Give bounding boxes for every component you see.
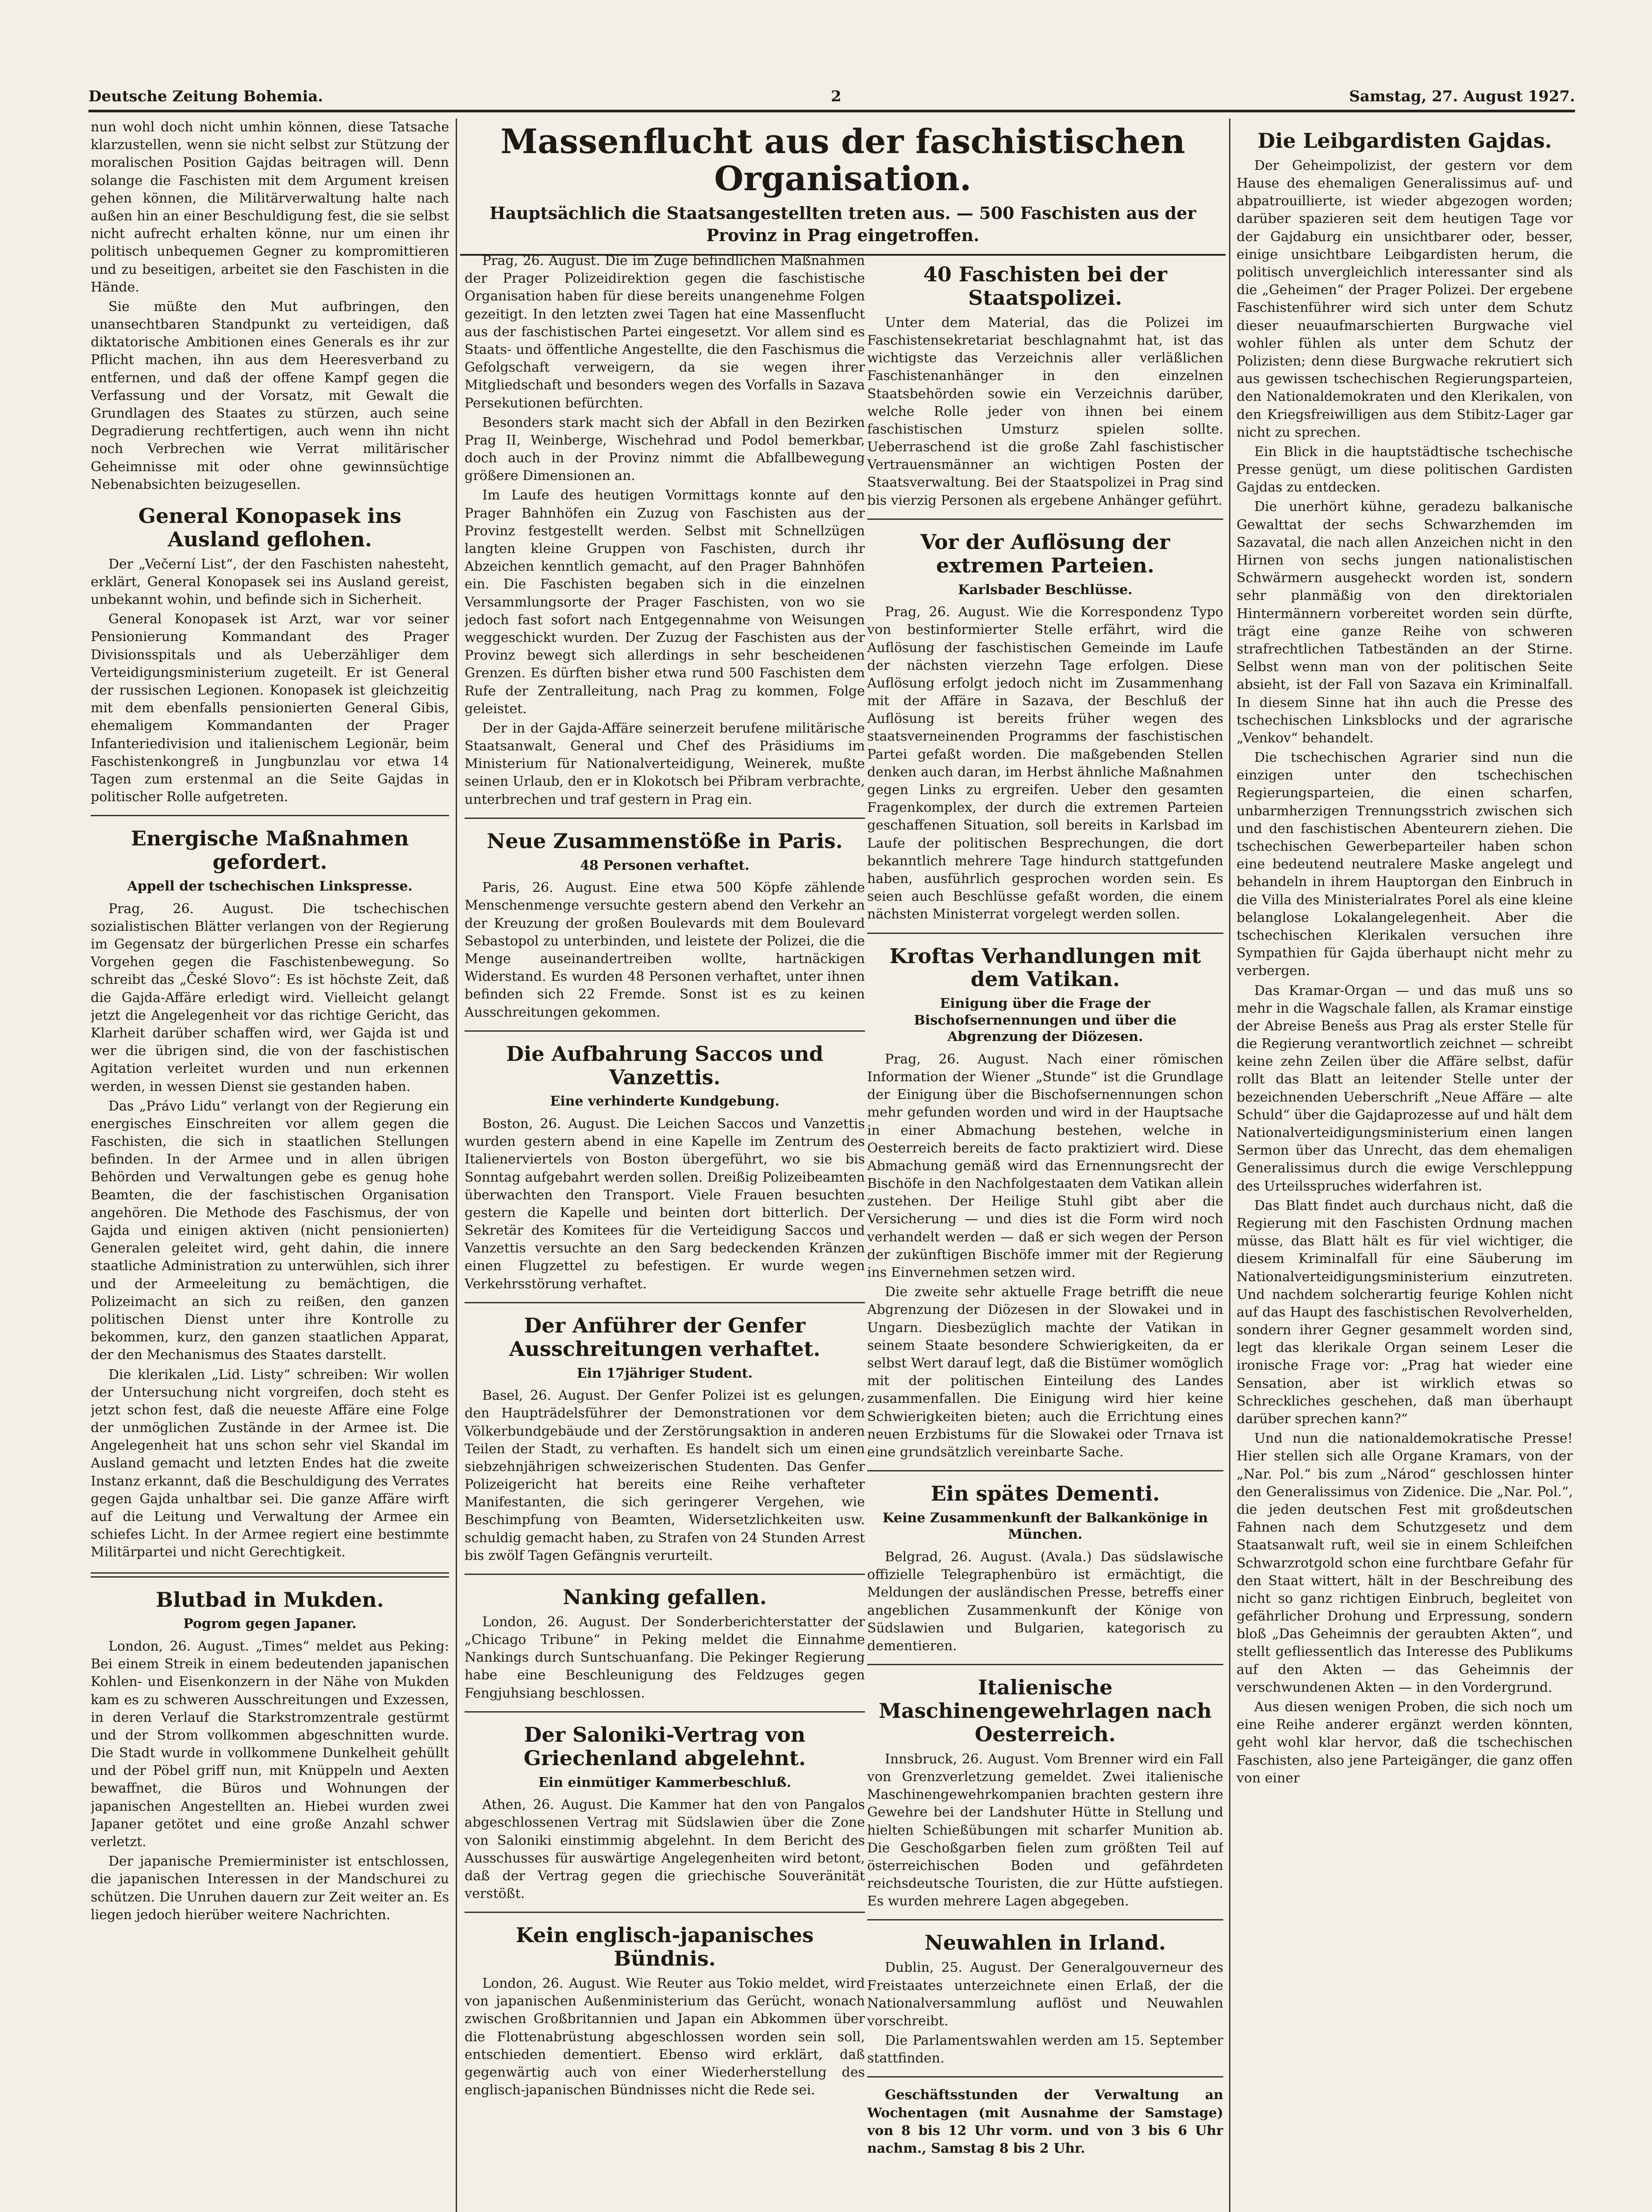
article-headline: Italienische Maschinengewehrlagen nach Oesterreich. xyxy=(879,1675,1212,1746)
article-headline: Energische Maßnahmen gefordert. xyxy=(131,826,409,874)
article-text: London, 26. August. Der Sonderberichterstatter der „Chicago Tribune“ in Peking meldet die Einnahme Nankings durch Suntschuanfang. Die Pekinger Regierung habe eine Beschleunigung des Feldzuges gegen Fengjuhsiang beschlossen. xyxy=(465,1614,865,1701)
article-text: Paris, 26. August. Eine etwa 500 Köpfe zählende Menschenmenge versuchte gestern abend den Verkehr an der Kreuzung der großen Boulevards mit dem Boulevard Sebastopol zu unterbinden, und leistete der Polizei, die die Menge auseinandertreiben wollte, hartnäckigen Widerstand. Es wurden 48 Personen verhaftet, unter ihnen befinden sich 22 Fremde. Sonst ist es zu keinen Ausschreitungen gekommen. xyxy=(465,880,865,1020)
divider xyxy=(91,1572,449,1578)
divider xyxy=(867,1664,1223,1665)
article-text: Prag, 26. August. Nach einer römischen Information der Wiener „Stunde“ ist die Grundlage der Einigung über die Bischofsernennungen schon mehr gefunden worden und wird in der Hauptsache in einer Abmachung bestehen, welche in Oesterreich bereits de facto praktiziert wird. Diese Abmachung gemäß wird das Ernennungsrecht der Bischöfe in den Nachfolgestaaten dem Vatikan allein zustehen. Der Heilige Stuhl gibt aber die Versicherung — und dies ist die Form wird noch verhandelt werden — daß er sich wegen der Person der zukünftigen Bischöfe immer mit der Regierung ins Einvernehmen setzen wird. xyxy=(867,1051,1223,1281)
article-headline: 40 Faschisten bei der Staatspolizei. xyxy=(923,262,1168,310)
article-headline: Neuwahlen in Irland. xyxy=(924,1931,1166,1955)
article-text: Die zweite sehr aktuelle Frage betrifft die neue Abgrenzung der Diözesen in der Slowakei und in Ungarn. Diesbezüglich machte der Vatikan in seinem Staate besondere Schwierigkeiten, da er selbst Wert darauf legt, daß die Bistümer womöglich mit der politischen Einteilung des Landes zusammenfallen. Die Einigung wird hier keine Schwierigkeiten bieten; auch die Errichtung eines neuen Erzbistums für die Slowakei oder Trnava ist eine grundsätzlich vereinbarte Sache. xyxy=(867,1284,1223,1460)
article-text: Athen, 26. August. Die Kammer hat den von Pangalos abgeschlossenen Vertrag mit Südslawien über die Zone von Saloniki einstimmig abgelehnt. In dem Bericht des Ausschusses für auswärtige Angelegenheiten wird betont, daß der Vertrag gegen die griechische Souveränität verstößt. xyxy=(465,1797,865,1902)
article-text: Belgrad, 26. August. (Avala.) Das südslawische offizielle Telegraphenbüro ist ermächtigt, die Meldungen der ausländischen Presse, betreffs einer angeblichen Zusammenkunft der Könige von Südslawien und Bulgarien, kategorisch zu dementieren. xyxy=(867,1549,1223,1654)
divider xyxy=(465,1912,865,1913)
article-headline: Kroftas Verhandlungen mit dem Vatikan. xyxy=(889,944,1201,991)
article-headline: General Konopasek ins Ausland geflohen. xyxy=(138,503,402,551)
divider xyxy=(465,1711,865,1713)
article-subheadline: Einigung über die Frage der Bischofsernennungen und über die Abgrenzung der Diözesen. xyxy=(914,996,1177,1045)
divider xyxy=(465,1574,865,1575)
article-subheadline: Keine Zusammenkunft der Balkankönige in München. xyxy=(882,1510,1208,1543)
divider xyxy=(867,1919,1223,1920)
article-subheadline: Pogrom gegen Japaner. xyxy=(183,1616,357,1632)
lead-headline: Massenflucht aus der faschistischen Organisation. xyxy=(500,122,1185,198)
column-1 xyxy=(91,119,449,2212)
lead-subheadline: Hauptsächlich die Staatsangestellten treten aus. — 500 Faschisten aus der Provinz in Prag eingetroffen. xyxy=(489,203,1196,245)
article-text: Aus diesen wenigen Proben, die sich noch um eine Reihe anderer ergänzt werden könnten, geht wohl klar hervor, daß die tschechischen Faschisten, also jene Parteigänger, die ganz offen von einer xyxy=(1237,1699,1573,1786)
article-text: Sie müßte den Mut aufbringen, den unansechtbaren Standpunkt zu verteidigen, daß diktatorische Ambitionen eines Generals es ihr zur Pflicht machen, ihn aus dem Heeresverband zu entfernen, und daß der offene Kampf gegen die Verfassung und der Vorsatz, mit Gewalt die Grundlagen des Staates zu stürzen, auch seine Degradierung rechtfertigen, auch wenn ihn nicht noch Verbrechen wie Verrat militärischer Geheimnisse mit oder ohne gewinnsüchtige Nebenabsichten beizugesellen. xyxy=(91,299,449,492)
article-text: Die Parlamentswahlen werden am 15. September stattfinden. xyxy=(867,2033,1223,2066)
article-text: Die unerhört kühne, geradezu balkanische Gewalttat der sechs Schwarzhemden im Sazavatal, die nach allen Anzeichen nicht in den Hirnen von sechs jungen nationalistischen Schwärmern ausgeheckt worden ist, sondern sehr planmäßig von den direktorialen Hintermännern vorbereitet worden sein dürfte, trägt eine ganze Reihe von schweren strafrechtlichen Tatbeständen an der Stirne. Selbst wenn man von der politischen Seite absieht, ist der Fall von Sazava ein Kriminalfall. In diesem Sinne hat ihn auch die Presse des tschechischen Linksblocks und der agrarische „Venkov“ behandelt. xyxy=(1237,499,1573,746)
article-text: Unter dem Material, das die Polizei im Faschistensekretariat beschlagnahmt hat, ist das wichtigste das Verzeichnis aller verläßlichen Faschistenanhänger in den einzelnen Staatsbehörden sowie ein Verzeichnis darüber, welche Rolle jeder von ihnen bei einem faschistischen Umsturz spielen sollte. Ueberraschend ist die große Zahl faschistischer Vertrauensmänner an wichtigen Posten der Staatsverwaltung. Bei der Staatspolizei in Prag sind bis vierzig Personen als ergebene Anhänger geführt. xyxy=(867,315,1223,508)
article-text: Das „Právo Lidu“ verlangt von der Regierung ein energisches Einschreiten vor allem gegen die Faschisten, die sich in staatlichen Stellungen befinden. In der Armee und in allen übrigen Behörden und Verwaltungen gebe es genug hohe Beamten, die der faschistischen Organisation angehören. Die Methode des Faschismus, der von Gajda und einigen aktiven (nicht pensionierten) Generalen geleitet wird, geht dahin, die innere staatliche Administration zu unterwühlen, sich ihrer und der Armeeleitung zu bemächtigen, die Polizeimacht an sich zu reißen, den ganzen politischen Dienst unter ihre Kontrolle zu bekommen, kurz, den ganzen staatlichen Apparat, der den Mechanismus des Staates darstellt. xyxy=(91,1098,449,1363)
article-text: Dublin, 25. August. Der Generalgouverneur des Freistaates unterzeichnete einen Erlaß, der die Nationalversammlung auflöst und Neuwahlen vorschreibt. xyxy=(867,1960,1223,2029)
article-text: Das Kramar-Organ — und das muß uns so mehr in die Wagschale fallen, als Kramar einstige der Abreise Benešs aus Prag als erster Stelle für die Regierung verantwortlich zeichnet — schreibt keine zehn Zeilen über die Affäre selbst, dafür rollt das Blatt an leitender Stelle unter der bezeichnenden Ueberschrift „Neue Affäre — alte Schuld“ über die Gajdaprozesse auf und hält dem Nationalverteidigungsministerium einen langen Sermon über das Unrecht, das dem ehemaligen Generalissimus durch die ewige Verschleppung des Urteilsspruches widerfahren ist. xyxy=(1237,983,1573,1194)
article-text: General Konopasek ist Arzt, war vor seiner Pensionierung Kommandant des Prager Divisionsspitals und als Ueberzähliger dem Verteidigungsministerium zugeteilt. Er ist General der russischen Legionen. Konopasek ist gleichzeitig mit dem ebenfalls pensionierten General Gibis, ehemaligem Kommandanten der Prager Infanteriedivision und italienischem Legionär, beim Faschistenkongreß in Jungbunzlau vor etwa 14 Tagen zum erstenmal an die Seite Gajdas in politischer Rolle aufgetreten. xyxy=(91,611,449,805)
article-subheadline: Ein 17jähriger Student. xyxy=(576,1365,753,1381)
column-rule xyxy=(1229,119,1230,2212)
article-headline: Der Anführer der Genfer Ausschreitungen verhaftet. xyxy=(509,1313,821,1361)
article-text: London, 26. August. „Times“ meldet aus Peking: Bei einem Streik in einem bedeutenden japanischen Kohlen- und Eisenkonzern in der Nähe von Mukden kam es zu schweren Ausschreitungen und Exzessen, in deren Verlauf die Starkstromzentrale gestürmt und der Strom vollkommen abgeschnitten wurde. Die Stadt wurde in vollkommene Dunkelheit gehüllt und der Pöbel griff nun, mit Knüppeln und Aexten bewaffnet, die Büros und Wohnungen der japanischen Angestellten an. Hiebei wurden zwei Japaner getötet und eine große Anzahl schwer verletzt. xyxy=(91,1638,449,1850)
lead-article-header xyxy=(460,119,1226,251)
article-text: Und nun die nationaldemokratische Presse! Hier stellen sich alle Organe Kramars, von der „Nar. Pol.“ bis zum „Národ“ geschlossen hinter den Generalissimus von Zidenice. Die „Nar. Pol.“, die jeden deutschen Fest mit großdeutschen Fahnen nach dem Schutzgesetz und dem Staatsanwalt ruft, weil sie in einem Schleifchen Schwarzrotgold schon eine furchtbare Gefahr für den Staat wittert, hält in der Beschreibung des nicht so ganz richtigen Einbruch, begleitet von gefährlicher Drohung und Erpressung, sondern bloß „Das Geheimnis der geraubten Akten“, und stellt gefliessentlich das Interesse des Publikums auf den Akten — das Geheimnis der verschwundenen Akten — in den Vordergrund. xyxy=(1237,1431,1573,1695)
divider xyxy=(465,1302,865,1303)
article-text: Die tschechischen Agrarier sind nun die einzigen unter den tschechischen Regierungsparteien, die einen scharfen, unbarmherzigen Trennungsstrich zwischen sich und den faschistischen Abenteurern ziehen. Die tschechischen Gewerbeparteiler haben schon eine bedeutend neutralere Maske angelegt und behandeln in ihrem Hauptorgan den Einbruch in die Villa des Ministerialrates Porel als eine kleine belanglose Lokalangelegenheit. Aber die tschechischen Klerikalen versuchen ihre Sympathien für Gajda überhaupt nicht mehr zu verbergen. xyxy=(1237,750,1573,979)
article-text: Prag, 26. August. Die tschechischen sozialistischen Blätter verlangen von der Regierung im Gegensatz der bürgerlichen Presse ein scharfes Vorgehen gegen die Faschistenbewegung. So schreibt das „České Slovo“: Es ist höchste Zeit, daß die Gajda-Affäre erledigt wird. Vielleicht gelangt jetzt die Angelegenheit vor das richtige Gericht, das Klarheit darüber schaffen wird, wer Gajda ist und wer die übrigen sind, die von der faschistischen Agitation verleitet wurden und nun erkennen werden, in wessen Dienst sie gestanden haben. xyxy=(91,901,449,1094)
article-headline: Die Aufbahrung Saccos und Vanzettis. xyxy=(506,1041,823,1089)
article-text: Basel, 26. August. Der Genfer Polizei ist es gelungen, den Haupträdelsführer der Demonstrationen vor dem Völkerbundgebäude und der Zerstörungsaktion in anderen Teilen der Stadt, zu verhaften. Es handelt sich um einen siebzehnjährigen schweizerischen Studenten. Das Genfer Polizeigericht hat bereits eine Reihe verhafteter Manifestanten, die sich geringerer Vergehen, wie Beschimpfung von Beamten, Widersetzlichkeiten usw. schuldig gemacht haben, zu Strafen von 24 Stunden Arrest bis zwölf Tagen Gefängnis verurteilt. xyxy=(465,1388,865,1563)
page-number: 2 xyxy=(830,88,841,105)
column-rule xyxy=(456,119,457,2212)
article-subheadline: Ein einmütiger Kammerbeschluß. xyxy=(538,1774,791,1790)
column-3 xyxy=(867,252,1223,2212)
divider xyxy=(867,933,1223,934)
article-headline: Die Leibgardisten Gajdas. xyxy=(1257,129,1552,153)
article-text: Das Blatt findet auch durchaus nicht, daß die Regierung mit den Faschisten Ordnung machen müsse, das Blatt hält es für viel wichtiger, die diesem Kriminalfall für eine Säuberung im Nationalverteidigungsministerium einzutreten. Und nachdem solcherartig feurige Kohlen nicht auf das Haupt des faschistischen Revolverhelden, sondern ihrer Gegner gesammelt worden sind, legt das klerikale Organ seinem Leser die ironische Frage vor: „Prag hat wieder eine Sensation, aber ist wirklich etwas so Schreckliches geschehen, daß man überhaupt darüber sprechen kann?“ xyxy=(1237,1198,1573,1427)
divider xyxy=(465,818,865,819)
article-text: London, 26. August. Wie Reuter aus Tokio meldet, wird von japanischen Außenministerium das Gerücht, wonach zwischen Großbritannien und Japan ein Abkommen über die Flottenabrüstung abgeschlossen worden sein soll, entschieden dementiert. Ebenso wird erklärt, daß gegenwärtig auch von einer Wiederherstellung des englisch-japanischen Bündnisses nicht die Rede sei. xyxy=(465,1976,865,2098)
article-subheadline: 48 Personen verhaftet. xyxy=(580,857,749,873)
article-text: Boston, 26. August. Die Leichen Saccos und Vanzettis wurden gestern abend in eine Kapelle im Zentrum des Italienerviertels von Boston übergeführt, wo sie bis Sonntag aufgebahrt werden sollen. Dreißig Polizeibeamten überwachten den Transport. Viele Frauen besuchten gestern die Kapelle und beinten dort bitterlich. Der Sekretär des Komitees für die Verteidigung Saccos und Vanzettis versuchte an den Sarg bedeckenden Kränzen einen Flugzettel zu befestigen. Er wurde wegen Verkehrsstörung verhaftet. xyxy=(465,1116,865,1292)
article-text: Der „Večerní List“, der den Faschisten nahesteht, erklärt, General Konopasek sei ins Ausland gereist, unbekannt wohin, und befinde sich in Sicherheit. xyxy=(91,556,449,608)
article-text: Der Geheimpolizist, der gestern vor dem Hause des ehemaligen Generalissimus auf- und abpatrouillierte, ist wieder abgezogen worden; darüber spazieren seit dem heutigen Tage vor der Gajdaburg ein unsichtbarer oder, besser, einige unsichtbare Leibgardisten herum, die politisch unvergleichlich interessanter sind als die „Geheimen“ der Prager Polizei. Der ergebene Faschistenführer wird sich unter dem Schutz dieser neuaufmarschierten Burgwache viel wohler fühlen als unter dem Schutz der Polizisten; denn diese Burgwache rekrutiert sich aus gewissen tschechischen Regierungsparteien, den Nationaldemokraten und den Klerikalen, von den Kriegsfreiwilligen aus dem Stibitz-Lager gar nicht zu sprechen. xyxy=(1237,157,1573,440)
article-text: nun wohl doch nicht umhin können, diese Tatsache klarzustellen, wenn sie nicht selbst zur Stützung der moralischen Position Gajdas beitragen will. Denn solange die Faschisten mit dem Argument kreisen gehen können, die Militärverwaltung halte nach außen hin an einer Beschuldigung fest, die sie selbst nicht aufrecht erhalten könne, nur um einen ihr politisch unbequemen Gegner zu kompromittieren und zu beseitigen, arbeitet sie den Faschisten in die Hände. xyxy=(91,119,449,295)
article-text: Im Laufe des heutigen Vormittags konnte auf den Prager Bahnhöfen ein Zuzug von Faschisten aus der Provinz festgestellt werden. Selbst mit Schnellzügen langten kleine Gruppen von Faschisten, durch ihr Abzeichen kenntlich gemacht, auf den Prager Bahnhöfen ein. Die Faschisten begaben sich in die einzelnen Versammlungsorte der Prager Faschisten, von wo sie jedoch fast sofort nach Entgegennahme von Weisungen weggeschickt wurden. Der Zuzug der Faschisten aus der Provinz bewegt sich allerdings in sehr bescheidenen Grenzen. Es dürften bisher etwa rund 500 Faschisten dem Rufe der Zentralleitung, nach Prag zu kommen, Folge geleistet. xyxy=(465,488,865,717)
newspaper-name: Deutsche Zeitung Bohemia. xyxy=(88,88,323,105)
divider xyxy=(867,2076,1223,2078)
article-headline: Neue Zusammenstöße in Paris. xyxy=(487,829,843,853)
article-subheadline: Eine verhinderte Kundgebung. xyxy=(550,1094,780,1110)
article-headline: Der Saloniki-Vertrag von Griechenland abgelehnt. xyxy=(523,1722,806,1770)
article-subheadline: Appell der tschechischen Linkspresse. xyxy=(127,879,413,895)
article-text: Prag, 26. August. Wie die Korrespondenz Typo von bestinformierter Stelle erfährt, wird die Auflösung der faschistischen Gemeinde im Laufe der nächsten vierzehn Tage erfolgen. Diese Auflösung erfolgt jedoch nicht im Zusammenhang mit der Affäre in Sazava, der Beschluß der Auflösung ist bereits früher wegen des staatsverneinenden Programms der faschistischen Partei gefaßt worden. Die maßgebenden Stellen denken auch daran, im Herbst ähnliche Maßnahmen gegen Links zu ergreifen. Ueber den gesamten Fragenkomplex, der durch die extremen Parteien geschaffenen Situation, soll bereits in Karlsbad im Laufe der politischen Besprechungen, die dort bekanntlich mehrere Tage hindurch stattgefunden haben, ausführlich gesprochen worden sein. Es seien auch Beschlüsse gefaßt worden, die einem nächsten Ministerrat vorgelegt werden sollen. xyxy=(867,604,1223,922)
article-headline: Kein englisch-japanisches Bündnis. xyxy=(515,1923,814,1971)
article-headline: Ein spätes Dementi. xyxy=(930,1482,1160,1506)
article-text: Der japanische Premierminister ist entschlossen, die japanischen Interessen in der Mandschurei zu schützen. Die Unruhen dauern zur Zeit weiter an. Es liegen jedoch hierüber weitere Nachrichten. xyxy=(91,1854,449,1923)
divider xyxy=(867,1470,1223,1471)
column-4 xyxy=(1237,119,1573,2212)
article-text: Der in der Gajda-Affäre seinerzeit berufene militärische Staatsanwalt, General und Chef des Präsidiums im Ministerium für Nationalverteidigung, Weinerek, mußte seinen Urlaub, den er in Klokotsch bei Přibram verbrachte, unterbrechen und traf gestern in Prag ein. xyxy=(465,720,865,807)
article-text: Prag, 26. August. Die im Zuge befindlichen Maßnahmen der Prager Polizeidirektion gegen die faschistische Organisation haben für diese bereits unangenehme Folgen gezeitigt. In den letzten zwei Tagen hat eine Massenflucht aus der faschistischen Partei eingesetzt. Vor allem sind es Staats- und öffentliche Angestellte, die den Faschismus die Gefolgschaft verweigern, da sie wegen ihrer Mitgliedschaft und besonders wegen des Vorfalls in Sazava Persekutionen befürchten. xyxy=(465,253,865,411)
article-text: Ein Blick in die hauptstädtische tschechische Presse genügt, um diese politischen Gardisten Gajdas zu entdecken. xyxy=(1237,444,1573,495)
article-headline: Vor der Auflösung der extremen Parteien. xyxy=(920,530,1170,577)
article-headline: Nanking gefallen. xyxy=(563,1585,767,1609)
divider xyxy=(91,815,449,816)
issue-date: Samstag, 27. August 1927. xyxy=(1349,88,1575,105)
article-text: Innsbruck, 26. August. Vom Brenner wird ein Fall von Grenzverletzung gemeldet. Zwei italienische Maschinengewehrkompanien brachten gestern ihre Gewehre bei der Landshuter Hütte in Stellung und hielten Schießübungen mit scharfer Munition ab. Die Geschoßgarben fielen zum größten Teil auf österreichischen Boden und gefährdeten reichsdeutsche Touristen, die zur Hütte aufstiegen. Es wurden mehrere Lagen abgegeben. xyxy=(867,1751,1223,1909)
article-headline: Blutbad in Mukden. xyxy=(156,1587,384,1612)
article-subheadline: Karlsbader Beschlüsse. xyxy=(958,582,1133,598)
article-text: Die klerikalen „Lid. Listy“ schreiben: Wir wollen der Untersuchung nicht vorgreifen, doch steht es jetzt schon fest, daß die neueste Affäre eine Folge der unmöglichen Zustände in der Armee ist. Die Angelegenheit hat uns schon sehr viel Skandal im Ausland gemacht und letzten Endes hat die zweite Instanz erkannt, daß die Beschuldigung des Verrates gegen Gajda unhaltbar sei. Die ganze Affäre wirft auf die Leitung und Verwaltung der Armee ein schiefes Licht. In der Armee regiert eine bestimmte Militärpartei und nicht Gerechtigkeit. xyxy=(91,1367,449,1560)
column-2 xyxy=(465,252,865,2212)
page-header xyxy=(88,83,1575,112)
divider xyxy=(465,1030,865,1032)
divider xyxy=(867,518,1223,520)
article-text: Besonders stark macht sich der Abfall in den Bezirken Prag II, Weinberge, Wischehrad und Podol bemerkbar, doch auch in der Provinz nimmt die Abfallbewegung größere Dimensionen an. xyxy=(465,415,865,484)
administration-notice: Geschäftsstunden der Verwaltung an Wochentagen (mit Ausnahme der Samstage) von 8 bis 12 Uhr vorm. und von 3 bis 6 Uhr nachm., Samstag 8 bis 2 Uhr. xyxy=(867,2087,1223,2157)
